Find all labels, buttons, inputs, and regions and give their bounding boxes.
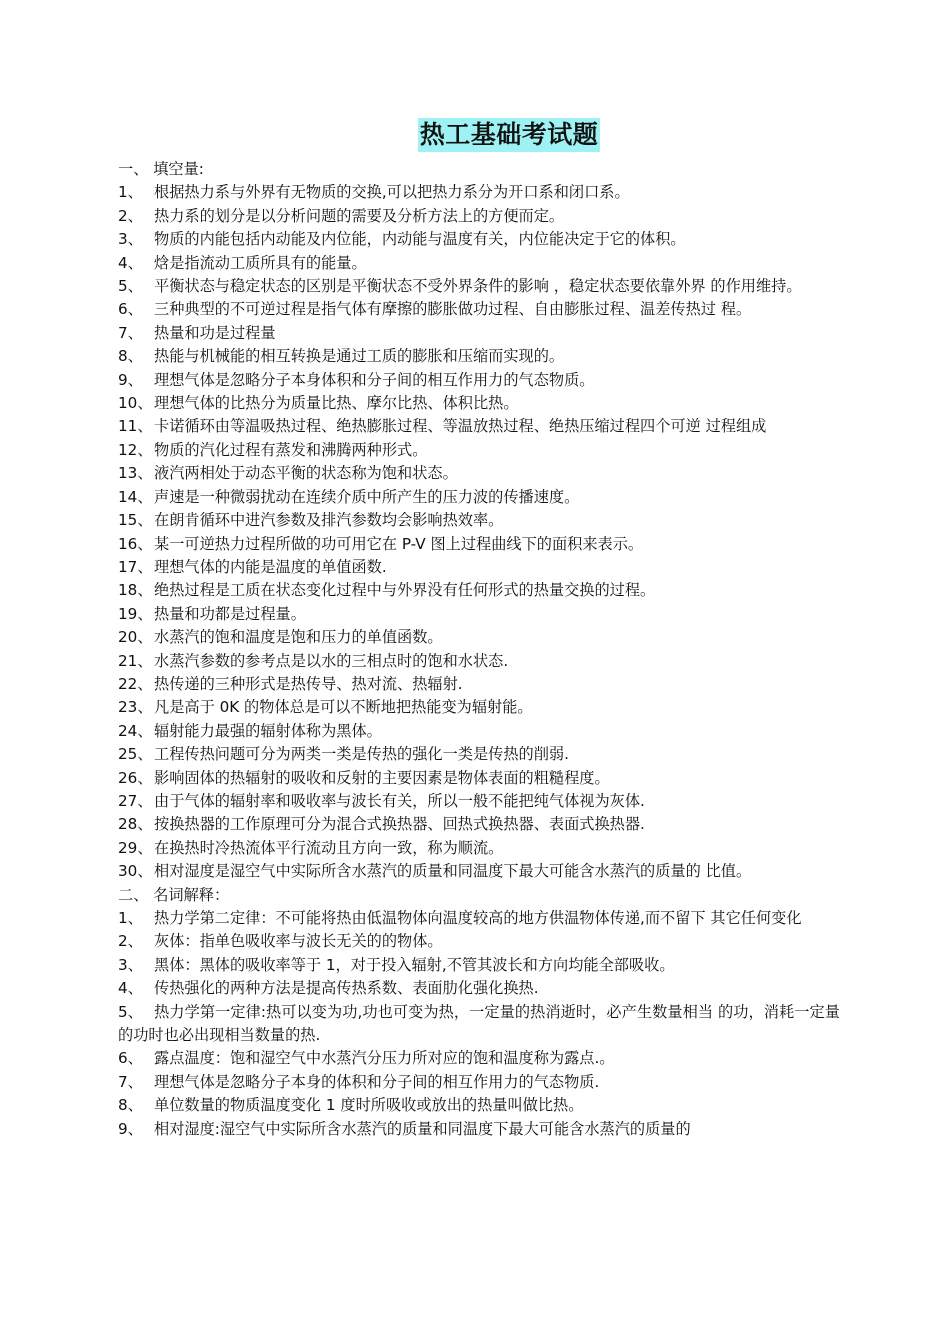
list-item: [118, 462, 840, 485]
list-item: [118, 533, 840, 556]
item-text: 相对湿度:湿空气中实际所含水蒸汽的质量和同温度下最大可能含水蒸汽的质量的: [154, 1119, 691, 1138]
document-title: 热工基础考试题: [418, 118, 601, 152]
list-item: [118, 954, 840, 977]
item-number: 6、: [118, 300, 143, 319]
item-text: 在换热时冷热流体平行流动且方向一致，称为顺流。: [154, 838, 504, 857]
item-number: 9、: [118, 1119, 143, 1138]
item-text: 焓是指流动工质所具有的能量。: [154, 253, 367, 272]
item-number: 4、: [118, 979, 143, 998]
item-text: 物质的内能包括内动能及内位能，内动能与温度有关，内位能决定于它的体积。: [154, 230, 686, 249]
item-text: 热力系的划分是以分析问题的需要及分析方法上的方便而定。: [154, 206, 565, 225]
list-item: [118, 650, 840, 673]
list-item: [118, 252, 840, 275]
item-number: 7、: [118, 1072, 143, 1091]
list-item: [118, 696, 840, 719]
item-text: 根据热力系与外界有无物质的交换,可以把热力系分为开口系和闭口系。: [154, 183, 630, 202]
list-item: [118, 720, 840, 743]
item-text: 工程传热问题可分为两类一类是传热的强化一类是传热的削弱.: [154, 745, 569, 764]
item-text: 影响固体的热辐射的吸收和反射的主要因素是物体表面的粗糙程度。: [154, 768, 610, 787]
item-text: 在朗肯循环中进汽参数及排汽参数均会影响热效率。: [154, 511, 504, 530]
title-wrap: [178, 118, 840, 156]
list-item: [118, 1001, 840, 1048]
item-number: 29、: [118, 838, 153, 857]
item-number: 11、: [118, 417, 153, 436]
item-number: 24、: [118, 721, 153, 740]
section-heading: 一、 填空量:: [118, 160, 204, 178]
item-text: 辐射能力最强的辐射体称为黑体。: [154, 721, 382, 740]
list-item: [118, 603, 840, 626]
list-item: [118, 322, 840, 345]
item-number: 26、: [118, 768, 153, 787]
item-number: 7、: [118, 323, 143, 342]
item-text: 由于气体的辐射率和吸收率与波长有关，所以一般不能把纯气体视为灰体.: [154, 791, 645, 810]
list-item: [118, 930, 840, 953]
list-item: [118, 486, 840, 509]
item-text: 理想气体是忽略分子本身体积和分子间的相互作用力的气态物质。: [154, 370, 595, 389]
item-text: 热量和功是过程量: [154, 323, 276, 342]
item-text: 热能与机械能的相互转换是通过工质的膨胀和压缩而实现的。: [154, 347, 565, 366]
list-item: [118, 1071, 840, 1094]
section-heading: 二、 名词解释：: [118, 885, 230, 904]
item-number: 2、: [118, 206, 143, 225]
list-item: [118, 1047, 840, 1070]
list-item: [118, 345, 840, 368]
item-number: 18、: [118, 581, 153, 600]
list-item: [118, 439, 840, 462]
list-item: [118, 673, 840, 696]
item-text: 灰体：指单色吸收率与波长无关的的物体。: [154, 932, 443, 951]
item-number: 5、: [118, 277, 143, 296]
item-text: 按换热器的工作原理可分为混合式换热器、回热式换热器、表面式换热器.: [154, 815, 645, 834]
list-item: [118, 275, 840, 298]
item-number: 22、: [118, 674, 153, 693]
item-number: 14、: [118, 487, 153, 506]
item-text: 热力学第二定律：不可能将热由低温物体向温度较高的地方供温物体传递,而不留下 其它任何变化: [154, 909, 802, 927]
list-item: [118, 907, 840, 930]
item-text: 热量和功都是过程量。: [154, 604, 306, 623]
document-page: [118, 118, 840, 1141]
item-text: 卡诺循环由等温吸热过程、绝热膨胀过程、等温放热过程、绝热压缩过程四个可逆 过程组成: [154, 417, 767, 436]
item-text: 理想气体是忽略分子本身的体积和分子间的相互作用力的气态物质.: [154, 1072, 600, 1091]
item-number: 19、: [118, 604, 153, 623]
item-number: 1、: [118, 183, 143, 202]
list-item: [118, 767, 840, 790]
list-item: [118, 181, 840, 204]
item-number: 25、: [118, 745, 153, 764]
item-number: 6、: [118, 1049, 143, 1068]
item-number: 3、: [118, 955, 143, 974]
list-item: [118, 813, 840, 836]
item-number: 10、: [118, 394, 153, 413]
item-text: 单位数量的物质温度变化 1 度时所吸收或放出的热量叫做比热。: [154, 1096, 584, 1115]
item-number: 5、: [118, 1002, 143, 1021]
item-text: 声速是一种微弱扰动在连续介质中所产生的压力波的传播速度。: [154, 487, 580, 506]
list-item: [118, 415, 840, 438]
item-number: 27、: [118, 791, 153, 810]
item-text: 水蒸汽参数的参考点是以水的三相点时的饱和水状态.: [154, 651, 509, 670]
item-text: 水蒸汽的饱和温度是饱和压力的单值函数。: [154, 628, 443, 647]
list-item: [118, 977, 840, 1000]
list-item: [118, 579, 840, 602]
item-text: 绝热过程是工质在状态变化过程中与外界没有任何形式的热量交换的过程。: [154, 581, 656, 600]
item-text: 三种典型的不可逆过程是指气体有摩擦的膨胀做功过程、自由膨胀过程、温差传热过 程。: [154, 300, 752, 319]
list-item: [118, 369, 840, 392]
list-item: [118, 1118, 840, 1141]
item-number: 23、: [118, 698, 153, 717]
item-number: 28、: [118, 815, 153, 834]
list-item: [118, 626, 840, 649]
item-text: 传热强化的两种方法是提高传热系数、表面肋化强化换热.: [154, 979, 539, 998]
list-item: [118, 790, 840, 813]
item-text: 平衡状态与稳定状态的区别是平衡状态不受外界条件的影响 ，稳定状态要依靠外界 的作用维持。: [154, 277, 802, 296]
item-number: 15、: [118, 511, 153, 530]
list-item: [118, 228, 840, 251]
item-number: 1、: [118, 909, 143, 927]
item-number: 3、: [118, 230, 143, 249]
list-item: [118, 837, 840, 860]
item-text: 某一可逆热力过程所做的功可用它在 P-V 图上过程曲线下的面积来表示。: [154, 534, 644, 553]
list-item: [118, 556, 840, 579]
item-text: 理想气体的内能是温度的单值函数.: [154, 557, 387, 576]
item-number: 17、: [118, 557, 153, 576]
item-number: 8、: [118, 347, 143, 366]
item-text: 液汽两相处于动态平衡的状态称为饱和状态。: [154, 464, 458, 483]
item-number: 4、: [118, 253, 143, 272]
list-item: [118, 509, 840, 532]
item-text: 相对湿度是湿空气中实际所含水蒸汽的质量和同温度下最大可能含水蒸汽的质量的 比值。: [154, 862, 752, 881]
item-number: 13、: [118, 464, 153, 483]
list-item: [118, 205, 840, 228]
item-number: 21、: [118, 651, 153, 670]
item-number: 2、: [118, 932, 143, 951]
item-text: 热力学第一定律:热可以变为功,功也可变为热，一定量的热消逝时，必产生数量相当 的功，消耗一定量的功时也必出现相当数量的热.: [118, 1002, 840, 1045]
item-number: 20、: [118, 628, 153, 647]
item-text: 黑体：黑体的吸收率等于 1，对于投入辐射,不管其波长和方向均能全部吸收。: [154, 955, 675, 974]
list-item: [118, 860, 840, 883]
list-item: [118, 1094, 840, 1117]
document-body: [118, 158, 840, 1141]
list-item: [118, 392, 840, 415]
item-text: 热传递的三种形式是热传导、热对流、热辐射.: [154, 674, 463, 693]
item-number: 8、: [118, 1096, 143, 1115]
item-text: 物质的汽化过程有蒸发和沸腾两种形式。: [154, 440, 428, 459]
item-number: 30、: [118, 862, 153, 881]
item-text: 理想气体的比热分为质量比热、摩尔比热、体积比热。: [154, 394, 519, 413]
item-text: 凡是高于 0K 的物体总是可以不断地把热能变为辐射能。: [154, 698, 533, 717]
item-text: 露点温度：饱和湿空气中水蒸汽分压力所对应的饱和温度称为露点.。: [154, 1049, 615, 1068]
item-number: 12、: [118, 440, 153, 459]
item-number: 16、: [118, 534, 153, 553]
list-item: [118, 743, 840, 766]
list-item: [118, 298, 840, 321]
item-number: 9、: [118, 370, 143, 389]
